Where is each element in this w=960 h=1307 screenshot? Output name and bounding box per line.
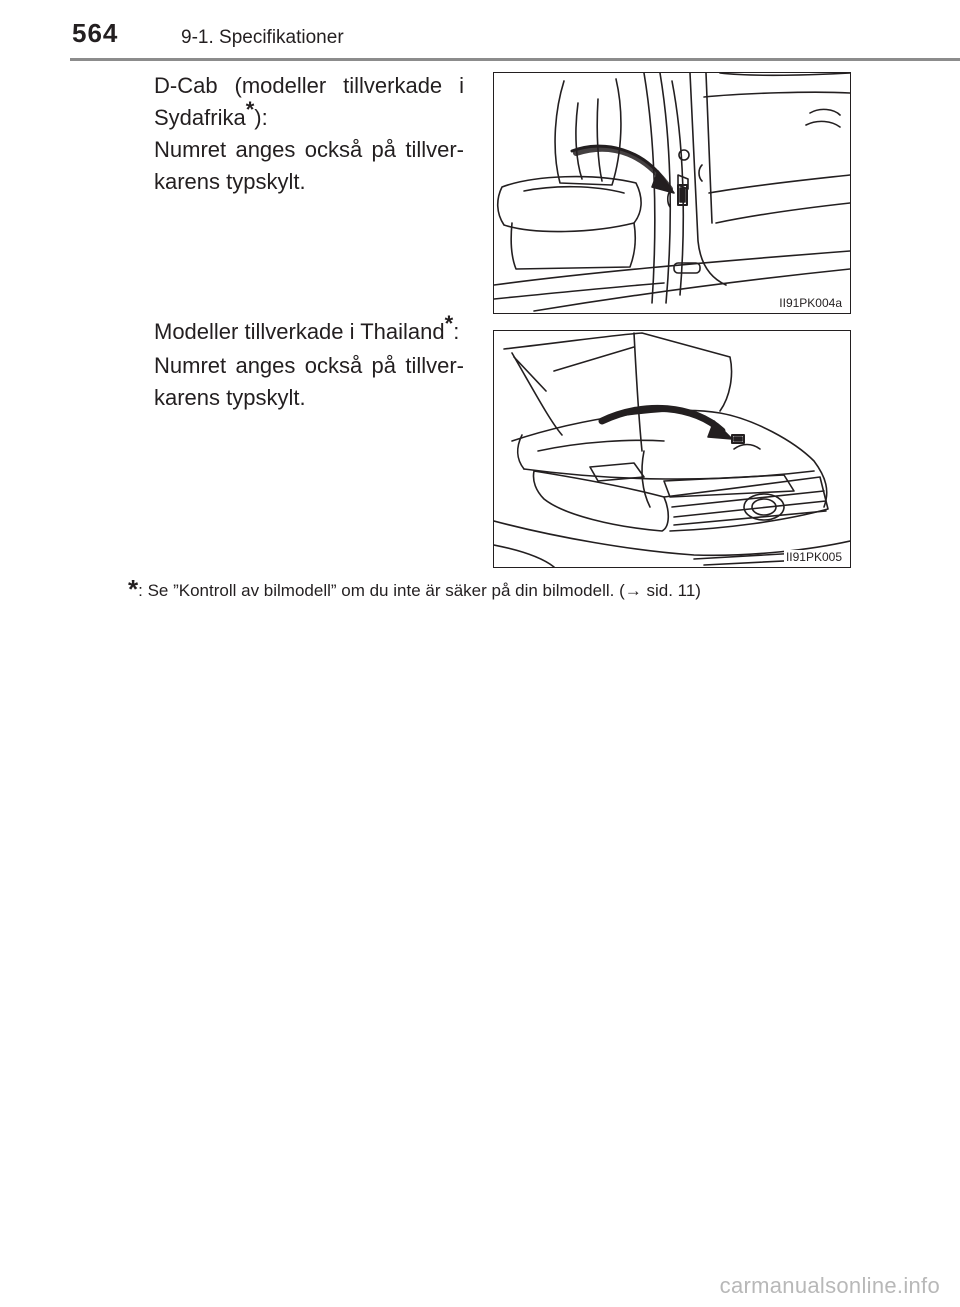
figure-code: II91PK004a	[779, 296, 842, 310]
engine-bay-illustration	[493, 330, 851, 568]
figure-code: II91PK005	[785, 550, 842, 564]
footnote: *: Se ”Kontroll av bilmodell” om du inte är säker på din bilmodell. (→ sid. 11)	[128, 574, 701, 604]
footnote-marker: *	[128, 574, 139, 604]
arrow-icon: →	[624, 581, 642, 600]
thailand-body: Numret anges också på tillver-karens typskylt.	[154, 353, 464, 410]
watermark: carmanualsonline.info	[719, 1273, 940, 1298]
dcab-body: Numret anges också på tillver-karens typskylt.	[154, 137, 464, 194]
header-rule	[70, 58, 960, 61]
footnote-marker: *	[444, 311, 454, 336]
footnote-marker: *	[245, 97, 255, 122]
dcab-heading: D-Cab (modeller tillverkade i Sydafrika*):	[154, 73, 464, 130]
section-title: 9-1. Specifikationer	[181, 27, 344, 48]
thailand-heading: Modeller tillverkade i Thailand*:	[154, 311, 460, 344]
page-number: 564	[72, 18, 119, 48]
door-pillar-illustration	[493, 72, 851, 314]
